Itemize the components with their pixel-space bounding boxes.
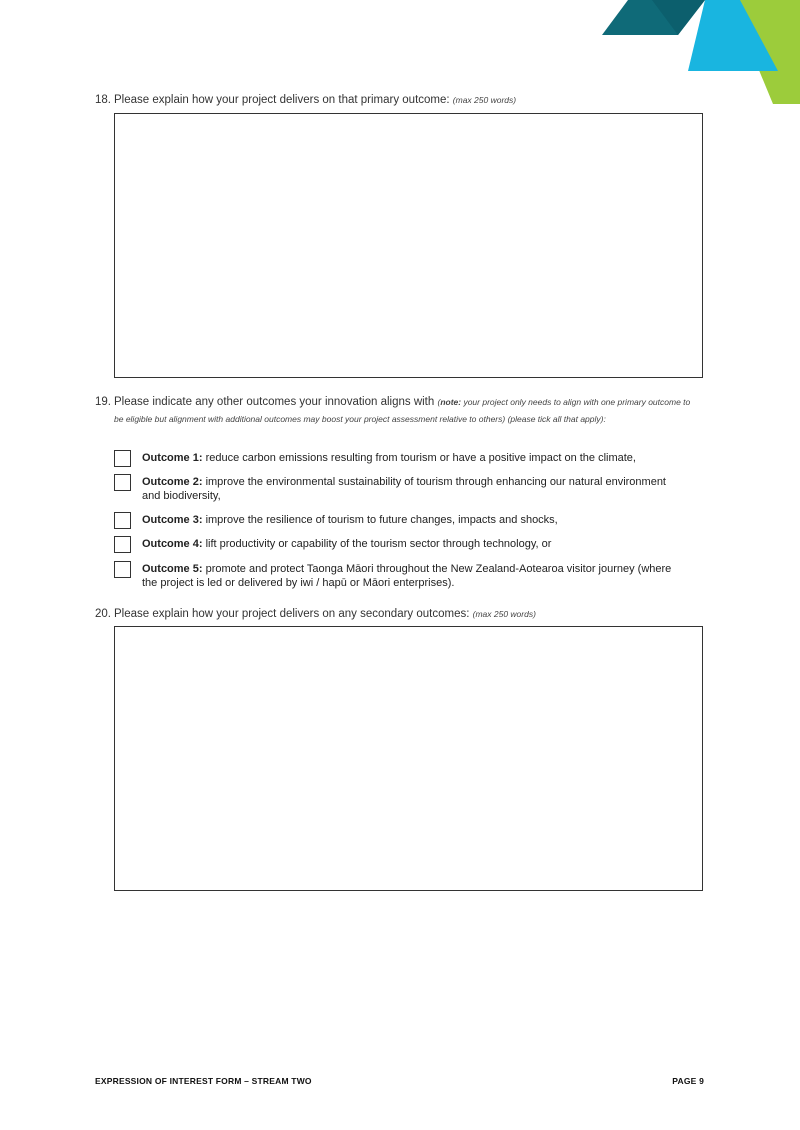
outcome-3-description: improve the resilience of tourism to future changes, impacts and shocks, [202, 514, 558, 526]
question-19-text: Please indicate any other outcomes your innovation aligns with [114, 396, 438, 408]
outcome-2-checkbox[interactable] [114, 474, 131, 491]
question-18-note: (max 250 words) [452, 95, 517, 105]
outcome-1-checkbox[interactable] [114, 450, 131, 467]
footer-page-number: PAGE 9 [672, 1076, 704, 1086]
outcome-5-label: Outcome 5: [142, 563, 203, 575]
outcome-3-checkbox[interactable] [114, 512, 131, 529]
question-18 [95, 93, 516, 108]
question-19-note-close: ): [600, 414, 606, 424]
outcome-4-text [142, 538, 682, 552]
outcome-2-description: improve the environmental sustainability of tourism through enhancing our natural environment and biodiversity, [142, 476, 666, 502]
question-19-note-bold: note: [440, 397, 462, 407]
question-19 [95, 394, 695, 428]
outcome-2-label: Outcome 2: [142, 476, 203, 488]
question-20-text: Please explain how your project delivers on any secondary outcomes: [114, 608, 473, 620]
corner-decoration [600, 0, 800, 110]
footer-form-title: EXPRESSION OF INTEREST FORM – STREAM TWO [95, 1076, 312, 1086]
outcome-5-description: promote and protect Taonga Māori throughout the New Zealand-Aotearoa visitor journey (where the project is led or delivered by iwi / hapū or Māori enterprises). [142, 563, 672, 589]
outcome-3-label: Outcome 3: [142, 514, 203, 526]
outcome-2-text [142, 476, 682, 503]
question-20-number: 20. [95, 608, 111, 620]
question-20-note: (max 250 words) [472, 609, 536, 619]
outcome-5-checkbox[interactable] [114, 561, 131, 578]
outcome-4-checkbox[interactable] [114, 536, 131, 553]
outcome-1-description: reduce carbon emissions resulting from tourism or have a positive impact on the climate, [202, 452, 636, 464]
question-19-note-text: your project only needs to align with one primary outcome to be eligible but alignment with additional outcomes may boost your project assessment relative to others) (please tick all that apply [114, 397, 691, 424]
question-18-number: 18. [95, 94, 111, 106]
outcome-4-description: lift productivity or capability of the tourism sector through technology, or [202, 538, 552, 550]
question-20 [95, 607, 536, 622]
question-19-note-open: ( [437, 397, 441, 407]
question-18-text: Please explain how your project delivers on that primary outcome: [114, 94, 453, 106]
outcome-1-label: Outcome 1: [142, 452, 203, 464]
question-19-number: 19. [95, 396, 111, 408]
outcome-1-text [142, 452, 682, 466]
answer-box-18[interactable] [114, 113, 703, 378]
outcome-3-text [142, 514, 682, 528]
outcome-5-text [142, 563, 682, 590]
answer-box-20[interactable] [114, 626, 703, 891]
outcome-4-label: Outcome 4: [142, 538, 203, 550]
